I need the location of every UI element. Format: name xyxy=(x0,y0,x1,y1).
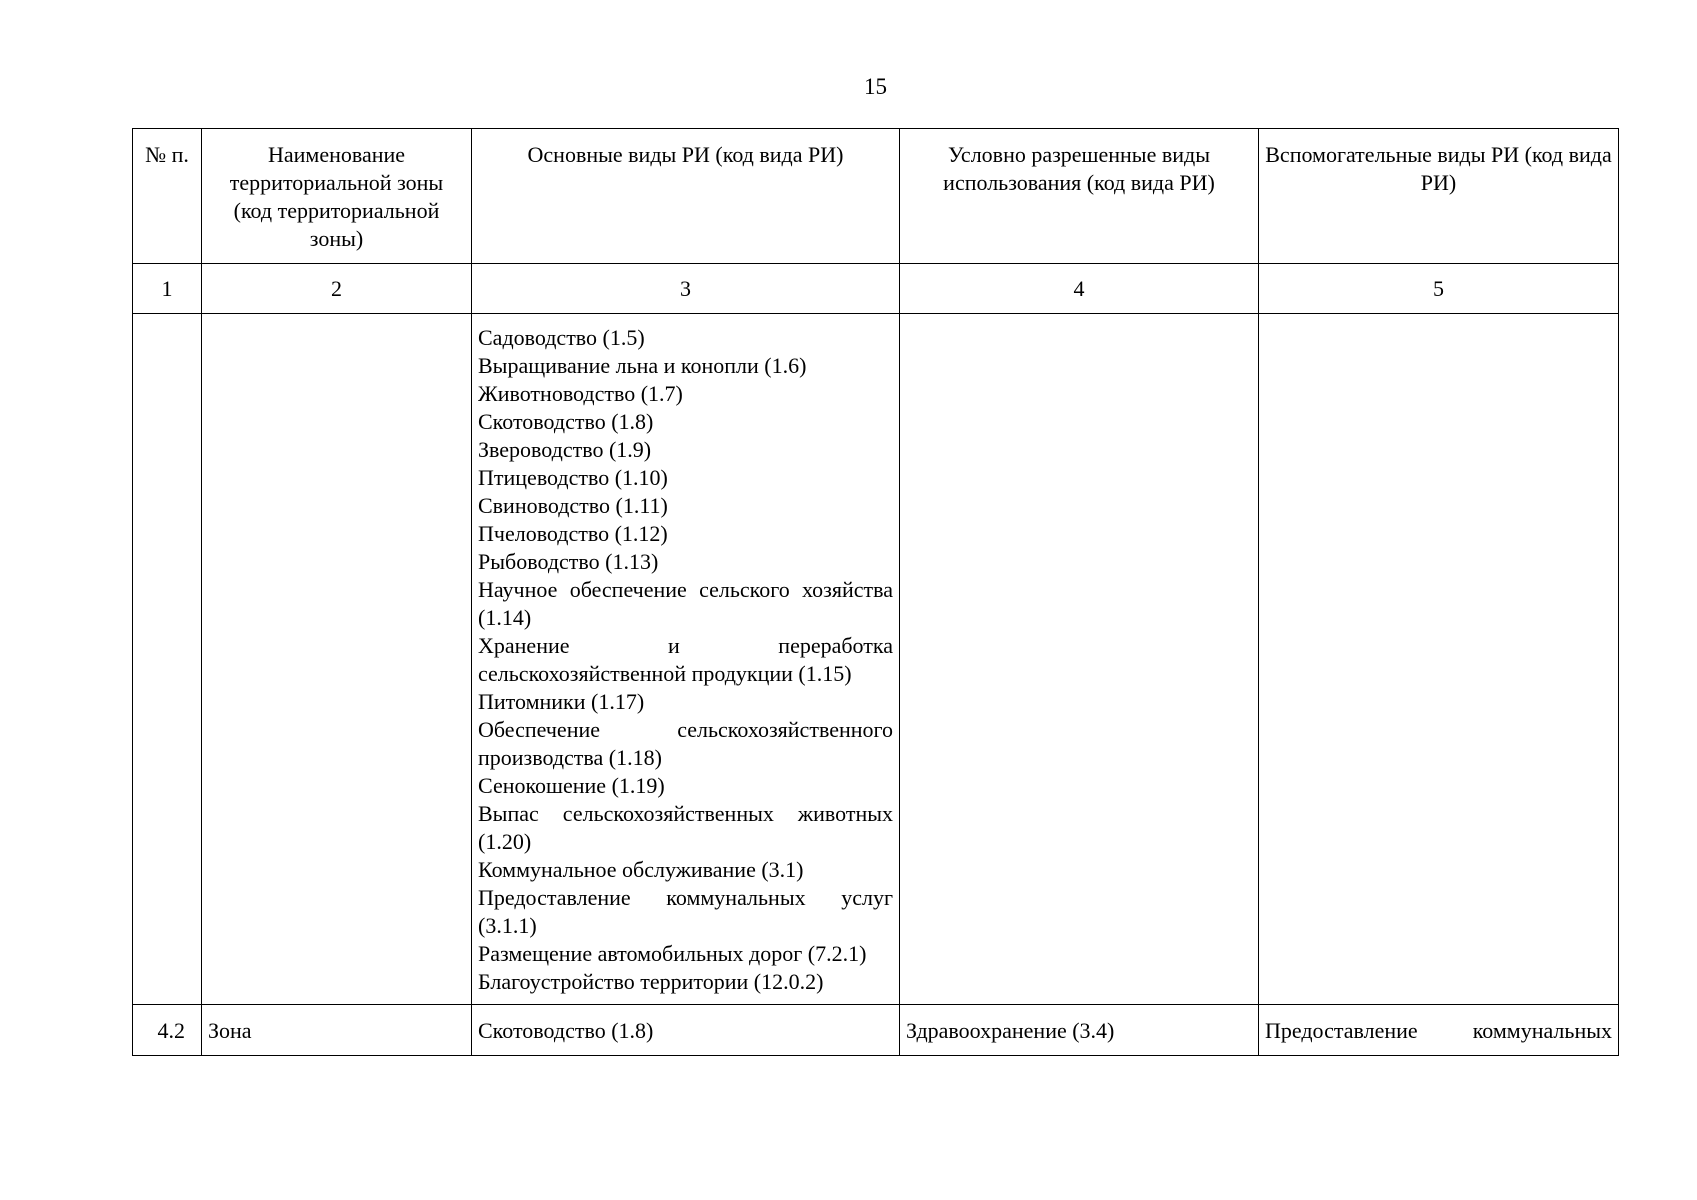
list-item: Размещение автомобильных дорог (7.2.1) xyxy=(478,941,867,966)
auxiliary-uses-text: Предоставление коммунальных xyxy=(1265,1018,1612,1043)
header-main-uses: Основные виды РИ (код вида РИ) xyxy=(472,129,900,264)
column-number: 5 xyxy=(1259,264,1619,314)
list-item: Свиноводство (1.11) xyxy=(478,493,668,518)
row-number-cell: 4.2 xyxy=(133,1005,202,1056)
list-item: Сенокошение (1.19) xyxy=(478,773,665,798)
header-conditional-uses: Условно разрешенные виды использования (код вида РИ) xyxy=(900,129,1259,264)
zone-name-cell: Зона xyxy=(202,1005,472,1056)
auxiliary-uses-cell xyxy=(1259,314,1619,1005)
list-item: Обеспечение сельскохозяйственного производства (1.18) xyxy=(478,717,893,770)
list-item: Животноводство (1.7) xyxy=(478,381,683,406)
header-zone-name: Наименование территориальной зоны (код территориальной зоны) xyxy=(202,129,472,264)
page-number: 15 xyxy=(864,74,887,99)
conditional-uses-cell xyxy=(900,314,1259,1005)
column-number: 1 xyxy=(133,264,202,314)
list-item: Коммунальное обслуживание (3.1) xyxy=(478,857,804,882)
zone-name-cell xyxy=(202,314,472,1005)
list-item: Рыбоводство (1.13) xyxy=(478,549,659,574)
list-item: Выпас сельскохозяйственных животных (1.20) xyxy=(478,801,893,854)
list-item: Научное обеспечение сельского хозяйства (1.14) xyxy=(478,577,893,630)
column-number: 2 xyxy=(202,264,472,314)
list-item: Садоводство (1.5) xyxy=(478,325,645,350)
table-header-row xyxy=(133,129,1619,264)
header-auxiliary-uses: Вспомогательные виды РИ (код вида РИ) xyxy=(1259,129,1619,264)
column-number: 4 xyxy=(900,264,1259,314)
conditional-uses-cell: Здравоохранение (3.4) xyxy=(900,1005,1259,1056)
list-item: Хранение и переработка сельскохозяйственной продукции (1.15) xyxy=(478,633,893,686)
auxiliary-uses-cell xyxy=(1259,1005,1619,1056)
list-item: Скотоводство (1.8) xyxy=(478,409,654,434)
list-item: Предоставление коммунальных услуг (3.1.1) xyxy=(478,885,893,938)
list-item: Звероводство (1.9) xyxy=(478,437,652,462)
list-item: Питомники (1.17) xyxy=(478,689,645,714)
list-item: Выращивание льна и конопли (1.6) xyxy=(478,353,807,378)
table-row xyxy=(133,1005,1619,1056)
row-number-cell xyxy=(133,314,202,1005)
column-number-row xyxy=(133,264,1619,314)
header-number: № п. xyxy=(133,129,202,264)
list-item: Птицеводство (1.10) xyxy=(478,465,668,490)
main-uses-cell xyxy=(472,314,900,1005)
list-item: Пчеловодство (1.12) xyxy=(478,521,668,546)
main-uses-cell: Скотоводство (1.8) xyxy=(472,1005,900,1056)
column-number: 3 xyxy=(472,264,900,314)
zoning-table xyxy=(132,128,1619,1056)
table-row xyxy=(133,314,1619,1005)
list-item: Благоустройство территории (12.0.2) xyxy=(478,969,824,994)
